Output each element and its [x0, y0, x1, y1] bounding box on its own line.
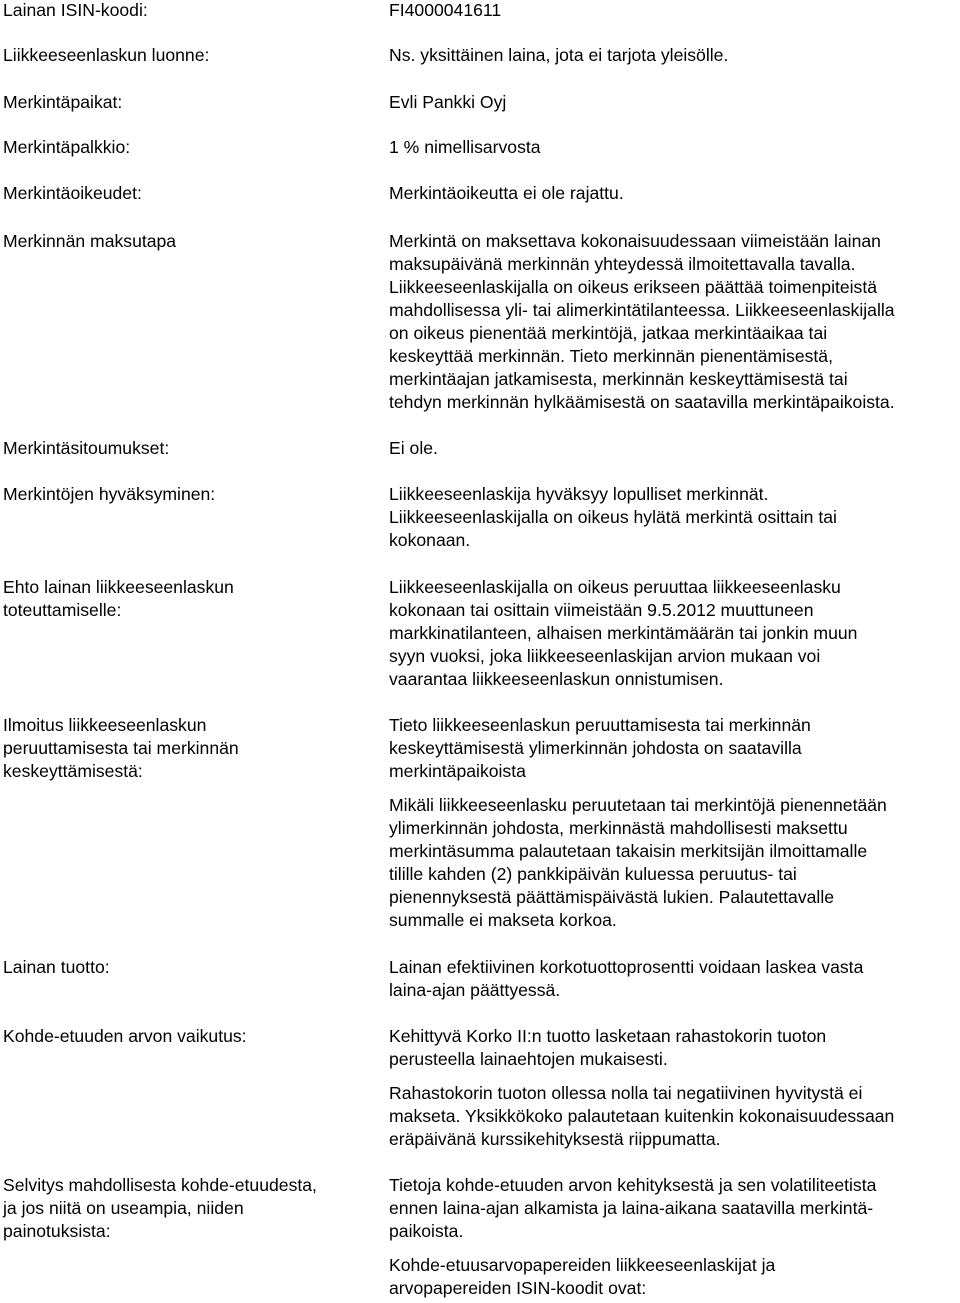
loan-yield-label: Lainan tuotto:: [3, 957, 110, 977]
subscription-acceptance-value: Liikkeeseenlaskija hyväksyy lopulliset merkinnät. Liikkeeseenlaskijalla on oikeus hylätä merkintä osittain tai kokonaan.: [389, 484, 837, 550]
cancellation-refund-value: Mikäli liikkeeseenlasku peruutetaan tai merkintöjä pienennetään ylimerkinnän johdosta, merkinnästä mahdollisesti maksettu merkintäsumma palautetaan takaisin merkitsijän ilmoittamalle tilille kahden (2) pankkipäivän kuluessa peruutus- tai pienennyksestä päättämispäivästä lukien. Palautettavalle summalle ei makseta korkoa.: [389, 795, 887, 930]
subscription-commitments-label: Merkintäsitoumukset:: [3, 438, 170, 458]
subscription-fee-value: 1 % nimellisarvosta: [389, 137, 541, 157]
cancellation-notice-label: Ilmoitus liikkeeseenlaskun peruuttamisesta tai merkinnän keskeyttämisestä:: [3, 715, 239, 781]
underlying-assets-label: Selvitys mahdollisesta kohde-etuudesta, ja jos niitä on useampia, niiden painotuksista:: [3, 1175, 317, 1241]
issue-nature-label: Liikkeeseenlaskun luonne:: [3, 45, 210, 65]
underlying-value-effect-value: Kehittyvä Korko II:n tuotto lasketaan rahastokorin tuoton perusteella lainaehtojen mukaisesti.: [389, 1026, 827, 1069]
subscription-places-value: Evli Pankki Oyj: [389, 92, 507, 112]
underlying-value-effect-label: Kohde-etuuden arvon vaikutus:: [3, 1026, 247, 1046]
underlying-issuers-value: Kohde-etuusarvopapereiden liikkeeseenlaskijat ja arvopapereiden ISIN-koodit ovat:: [389, 1255, 776, 1298]
issue-nature-value: Ns. yksittäinen laina, jota ei tarjota yleisölle.: [389, 45, 729, 65]
issue-condition-value: Liikkeeseenlaskijalla on oikeus peruuttaa liikkeeseenlasku kokonaan tai osittain viimeistään 9.5.2012 muuttuneen markkinatilanteen, alhaisen merkintämäärän tai jonkin muun syyn vuoksi, joka liikkeeseenlaskijan arvion mukaan voi vaarantaa liikkeeseenlaskun onnistumisen.: [389, 577, 858, 689]
loan-yield-value: Lainan efektiivinen korkotuottoprosentti voidaan laskea vasta laina-ajan päättyessä.: [389, 957, 864, 1000]
subscription-fee-label: Merkintäpalkkio:: [3, 137, 131, 157]
subscription-commitments-value: Ei ole.: [389, 438, 438, 458]
subscription-rights-label: Merkintäoikeudet:: [3, 183, 142, 203]
cancellation-notice-value: Tieto liikkeeseenlaskun peruuttamisesta tai merkinnän keskeyttämisestä ylimerkinnän johdosta on saatavilla merkintäpaikoista: [389, 715, 811, 781]
isin-value: FI4000041611: [389, 0, 502, 20]
payment-method-value: Merkintä on maksettava kokonaisuudessaan viimeistään lainan maksupäivänä merkinnän yhteydessä ilmoitettavalla tavalla. Liikkeeseenlaskijalla on oikeus erikseen päättää toimenpiteistä mahdollisessa yli- tai alimerkintätilanteessa. Liikkeeseenlaskijalla on oikeus pienentää merkintöjä, jatkaa merkintäaikaa tai keskeyttää merkinnän. Tieto merkinnän pienentämisestä, merkintäajan jatkamisesta, merkinnän keskeyttämisestä tai tehdyn merkinnän hylkäämisestä on saatavilla merkintäpaikoista.: [389, 231, 895, 412]
subscription-places-label: Merkintäpaikat:: [3, 92, 123, 112]
subscription-acceptance-label: Merkintöjen hyväksyminen:: [3, 484, 216, 504]
underlying-assets-info-value: Tietoja kohde-etuuden arvon kehityksestä ja sen volatiliteetista ennen laina-ajan alkamista ja laina-aikana saatavilla merkintä- paikoista.: [389, 1175, 877, 1241]
issue-condition-label: Ehto lainan liikkeeseenlaskun toteuttamiselle:: [3, 577, 234, 620]
isin-label: Lainan ISIN-koodi:: [3, 0, 148, 20]
subscription-rights-value: Merkintäoikeutta ei ole rajattu.: [389, 183, 624, 203]
payment-method-label: Merkinnän maksutapa: [3, 231, 177, 251]
underlying-negative-return-value: Rahastokorin tuoton ollessa nolla tai negatiivinen hyvitystä ei makseta. Yksikkökoko palautetaan kuitenkin kokonaisuudessaan eräpäivänä kurssikehityksestä riippumatta.: [389, 1083, 895, 1149]
